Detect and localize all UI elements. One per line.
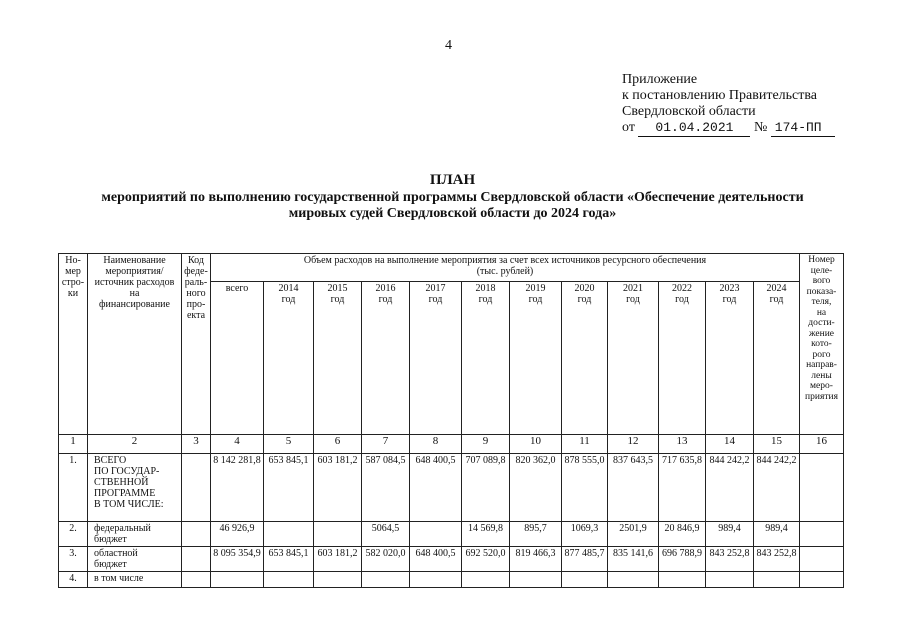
header-year: 2018 год [462, 282, 510, 435]
row-name: в том числе [88, 572, 182, 588]
row-year-value [706, 572, 754, 588]
column-number: 5 [264, 435, 314, 454]
row-indicator-number [800, 454, 844, 522]
row-year-value [362, 572, 410, 588]
column-number: 13 [659, 435, 706, 454]
table-row [59, 454, 844, 522]
row-year-value: 1069,3 [562, 522, 608, 547]
row-year-value: 648 400,5 [410, 454, 462, 522]
number-prefix: № [753, 120, 768, 135]
page-number: 4 [445, 38, 452, 53]
header-row-number: Но- мер стро- ки [59, 254, 88, 435]
date-prefix: от [622, 120, 635, 135]
plan-table [58, 253, 844, 588]
row-year-value [562, 572, 608, 588]
header-year: 2017 год [410, 282, 462, 435]
row-year-value [264, 522, 314, 547]
row-year-value: 877 485,7 [562, 547, 608, 572]
row-indicator-number [800, 522, 844, 547]
data-rows [59, 454, 844, 588]
row-year-value: 603 181,2 [314, 547, 362, 572]
row-year-value: 878 555,0 [562, 454, 608, 522]
row-total [211, 572, 264, 588]
header-year: 2021 год [608, 282, 659, 435]
row-year-value [659, 572, 706, 588]
row-year-value: 820 362,0 [510, 454, 562, 522]
row-total: 8 095 354,9 [211, 547, 264, 572]
row-year-value: 989,4 [706, 522, 754, 547]
header-federal-project-code: Код феде- раль- ного про- екта [182, 254, 211, 435]
row-year-value: 20 846,9 [659, 522, 706, 547]
row-year-value: 707 089,8 [462, 454, 510, 522]
column-number: 2 [88, 435, 182, 454]
row-year-value [264, 572, 314, 588]
table-row [59, 522, 844, 547]
row-name: областной бюджет [88, 547, 182, 572]
row-year-value [608, 572, 659, 588]
column-number: 7 [362, 435, 410, 454]
row-year-value [510, 572, 562, 588]
row-year-value: 582 020,0 [362, 547, 410, 572]
decree-date: 01.04.2021 [638, 120, 750, 137]
row-year-value: 692 520,0 [462, 547, 510, 572]
row-total: 46 926,9 [211, 522, 264, 547]
column-number: 15 [754, 435, 800, 454]
row-year-value: 837 643,5 [608, 454, 659, 522]
header-indicator-number: Номер целе- вого показа- теля, на дости- жение кото- рого направ- лены меро- приятия [800, 254, 844, 435]
row-federal-project-code [182, 547, 211, 572]
row-federal-project-code [182, 572, 211, 588]
row-year-value: 843 252,8 [754, 547, 800, 572]
appendix-block [622, 72, 835, 137]
header-expenses-group: Объем расходов на выполнение мероприятия за счет всех источников ресурсного обеспечения (тыс. рублей) [211, 254, 800, 282]
row-year-value: 696 788,9 [659, 547, 706, 572]
row-number: 3. [59, 547, 88, 572]
document-title: ПЛАН [429, 172, 476, 188]
row-year-value: 843 252,8 [706, 547, 754, 572]
header-year: 2020 год [562, 282, 608, 435]
row-federal-project-code [182, 454, 211, 522]
appendix-line-3: Свердловской области [622, 104, 756, 119]
row-year-value: 2501,9 [608, 522, 659, 547]
row-year-value: 603 181,2 [314, 454, 362, 522]
header-total: всего [211, 282, 264, 435]
document-subtitle-line-2: мировых судей Свердловской области до 2024 года» [288, 206, 617, 221]
row-indicator-number [800, 547, 844, 572]
column-number: 10 [510, 435, 562, 454]
header-year: 2016 год [362, 282, 410, 435]
header-year: 2023 год [706, 282, 754, 435]
row-year-value: 895,7 [510, 522, 562, 547]
decree-number: 174-ПП [771, 120, 835, 137]
header-year: 2015 год [314, 282, 362, 435]
row-year-value [754, 572, 800, 588]
row-year-value: 587 084,5 [362, 454, 410, 522]
row-year-value [314, 522, 362, 547]
table-row [59, 547, 844, 572]
column-number: 4 [211, 435, 264, 454]
row-year-value [462, 572, 510, 588]
row-number: 4. [59, 572, 88, 588]
table-row [59, 572, 844, 588]
row-name: ВСЕГО ПО ГОСУДАР- СТВЕННОЙ ПРОГРАММЕ В ТОМ ЧИСЛЕ: [88, 454, 182, 522]
row-number: 1. [59, 454, 88, 522]
column-number: 3 [182, 435, 211, 454]
row-total: 8 142 281,8 [211, 454, 264, 522]
column-number: 11 [562, 435, 608, 454]
row-year-value: 653 845,1 [264, 547, 314, 572]
column-number: 16 [800, 435, 844, 454]
row-year-value: 14 569,8 [462, 522, 510, 547]
row-year-value: 844 242,2 [754, 454, 800, 522]
row-year-value: 648 400,5 [410, 547, 462, 572]
column-numbers-row [59, 435, 844, 454]
row-year-value: 717 635,8 [659, 454, 706, 522]
row-name: федеральный бюджет [88, 522, 182, 547]
row-year-value [314, 572, 362, 588]
row-number: 2. [59, 522, 88, 547]
header-name: Наименование мероприятия/ источник расходов на финансирование [88, 254, 182, 435]
row-year-value: 844 242,2 [706, 454, 754, 522]
column-number: 8 [410, 435, 462, 454]
row-year-value: 653 845,1 [264, 454, 314, 522]
row-year-value: 819 466,3 [510, 547, 562, 572]
header-year: 2024 год [754, 282, 800, 435]
appendix-date-line [622, 120, 835, 135]
header-year: 2022 год [659, 282, 706, 435]
column-number: 6 [314, 435, 362, 454]
document-subtitle-line-1: мероприятий по выполнению государственной программы Свердловской области «Обеспечение деятельности [101, 190, 804, 205]
appendix-line-2: к постановлению Правительства [622, 88, 818, 103]
row-year-value [410, 522, 462, 547]
appendix-line-1: Приложение [622, 72, 698, 87]
column-number: 1 [59, 435, 88, 454]
row-year-value: 835 141,6 [608, 547, 659, 572]
column-number: 12 [608, 435, 659, 454]
column-number: 9 [462, 435, 510, 454]
row-year-value: 989,4 [754, 522, 800, 547]
row-indicator-number [800, 572, 844, 588]
row-year-value [410, 572, 462, 588]
row-federal-project-code [182, 522, 211, 547]
row-year-value: 5064,5 [362, 522, 410, 547]
column-number: 14 [706, 435, 754, 454]
header-year: 2014 год [264, 282, 314, 435]
header-year: 2019 год [510, 282, 562, 435]
